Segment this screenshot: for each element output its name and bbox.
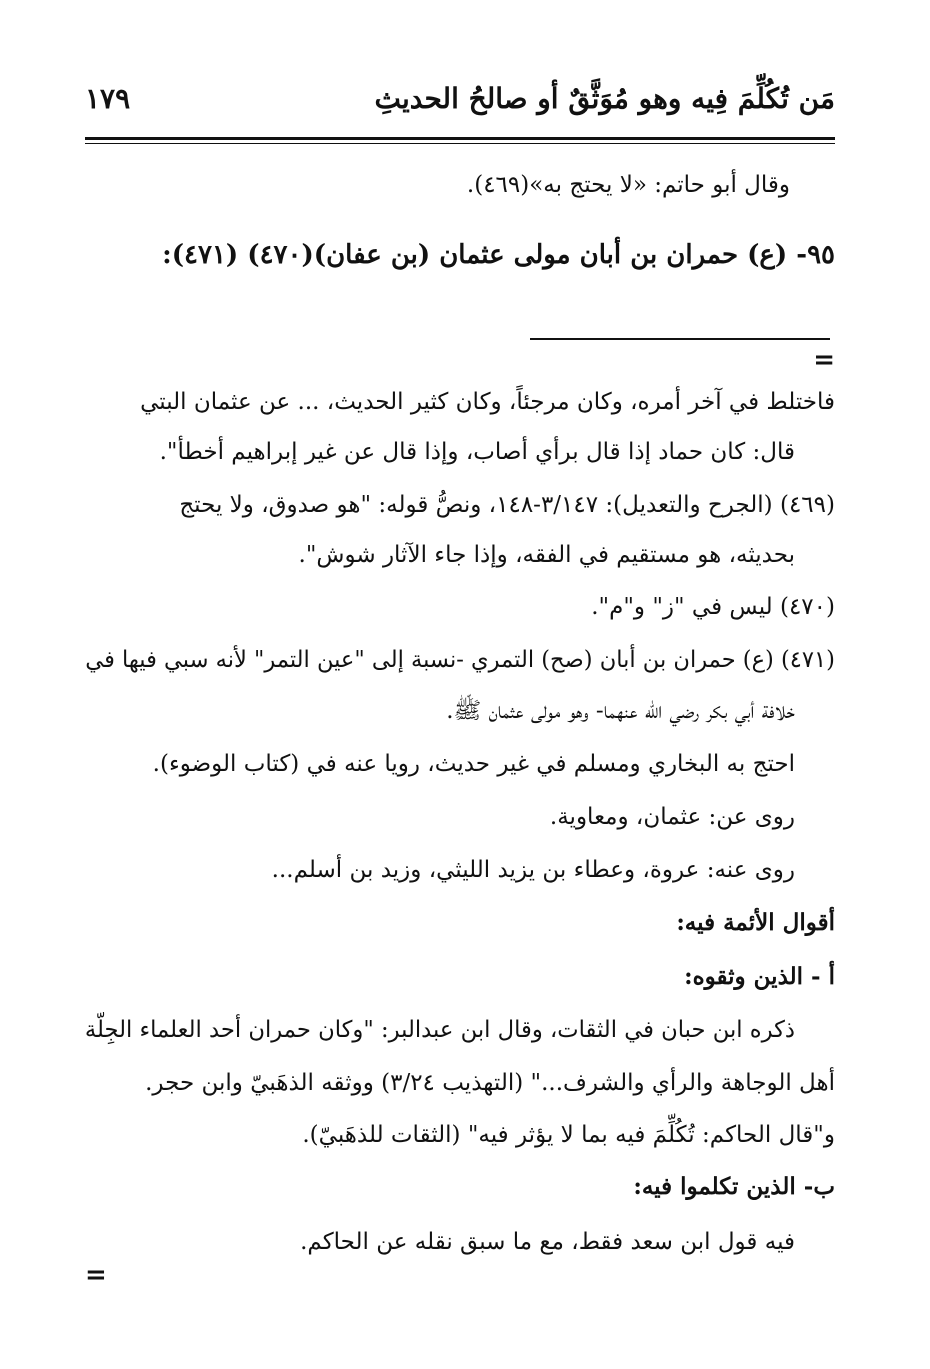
entry-title: ٩٥- (ع) حمران بن أبان مولى عثمان (بن عفان)(٤٧٠) (٤٧١): [162,240,835,270]
footnote-471-line-2: خلافة أبي بكر رضي الله عنهما- وهو مولى عثمان ﷺ. [446,698,795,724]
trusted-line-2: أهل الوجاهة والرأي والشرف..." (التهذيب ٣/٢٤) ووثقه الذهَبيّ وابن حجر. [145,1070,835,1096]
footnote-separator [530,338,830,340]
footnote-471-line-3: احتج به البخاري ومسلم في غير حديث، رويا عنه في (كتاب الوضوء). [152,751,795,777]
footnote-continuation-line-1: فاختلط في آخر أمره، وكان مرجئاً، وكان كثير الحديث، ... عن عثمان البتي [140,389,835,415]
continuation-mark-bottom: = [85,1260,107,1290]
trusted-line-1: ذكره ابن حبان في الثقات، وقال ابن عبدالبر: "وكان حمران أحد العلماء الجِلّة [84,1017,795,1043]
footnote-469-line-2: بحديثه، هو مستقيم في الفقه، وإذا جاء الآثار شوش". [298,542,795,568]
criticized-line-1: فيه قول ابن سعد فقط، مع ما سبق نقله عن الحاكم. [300,1229,795,1255]
footnote-471-line-4: روى عن: عثمان، ومعاوية. [549,804,795,830]
page-number: ١٧٩ [85,82,131,115]
footnote-471-line-5: روى عنه: عروة، وعطاء بن يزيد الليثي، وزيد بن أسلم... [271,857,795,883]
footnote-continuation-line-2: قال: كان حماد إذا قال برأي أصاب، وإذا قال عن غير إبراهيم أخطأ". [159,439,795,465]
footnote-470: (٤٧٠) ليس في "ز" و"م". [591,594,835,620]
heading-imams-sayings: أقوال الأئمة فيه: [676,909,835,936]
page-header [85,82,835,132]
heading-those-who-criticized: ب- الذين تكلموا فيه: [633,1173,835,1200]
heading-those-who-trusted: أ - الذين وثقوه: [684,963,835,990]
footnote-471-line-1: (٤٧١) (ع) حمران بن أبان (صح) التمري -نسبة إلى "عين التمر" لأنه سبي فيها في [85,647,835,673]
footnote-469-line-1: (٤٦٩) (الجرح والتعديل): ٣/١٤٧-١٤٨، ونصُّ قوله: "هو صدوق، ولا يحتج [179,492,835,518]
continuation-mark-top: = [813,345,835,375]
body-line-abu-hatim: وقال أبو حاتم: «لا يحتج به»(٤٦٩). [466,172,790,198]
header-rule-thin [85,143,835,144]
running-title: مَن تُكُلِّمَ فِيه وهو مُوَثَّقٌ أو صالحُ الحديثِ [374,82,835,115]
header-rule-thick [85,137,835,140]
trusted-line-3: و"قال الحاكم: تُكُلِّمَ فيه بما لا يؤثر فيه" (الثقات للذهَبيّ). [302,1122,835,1148]
